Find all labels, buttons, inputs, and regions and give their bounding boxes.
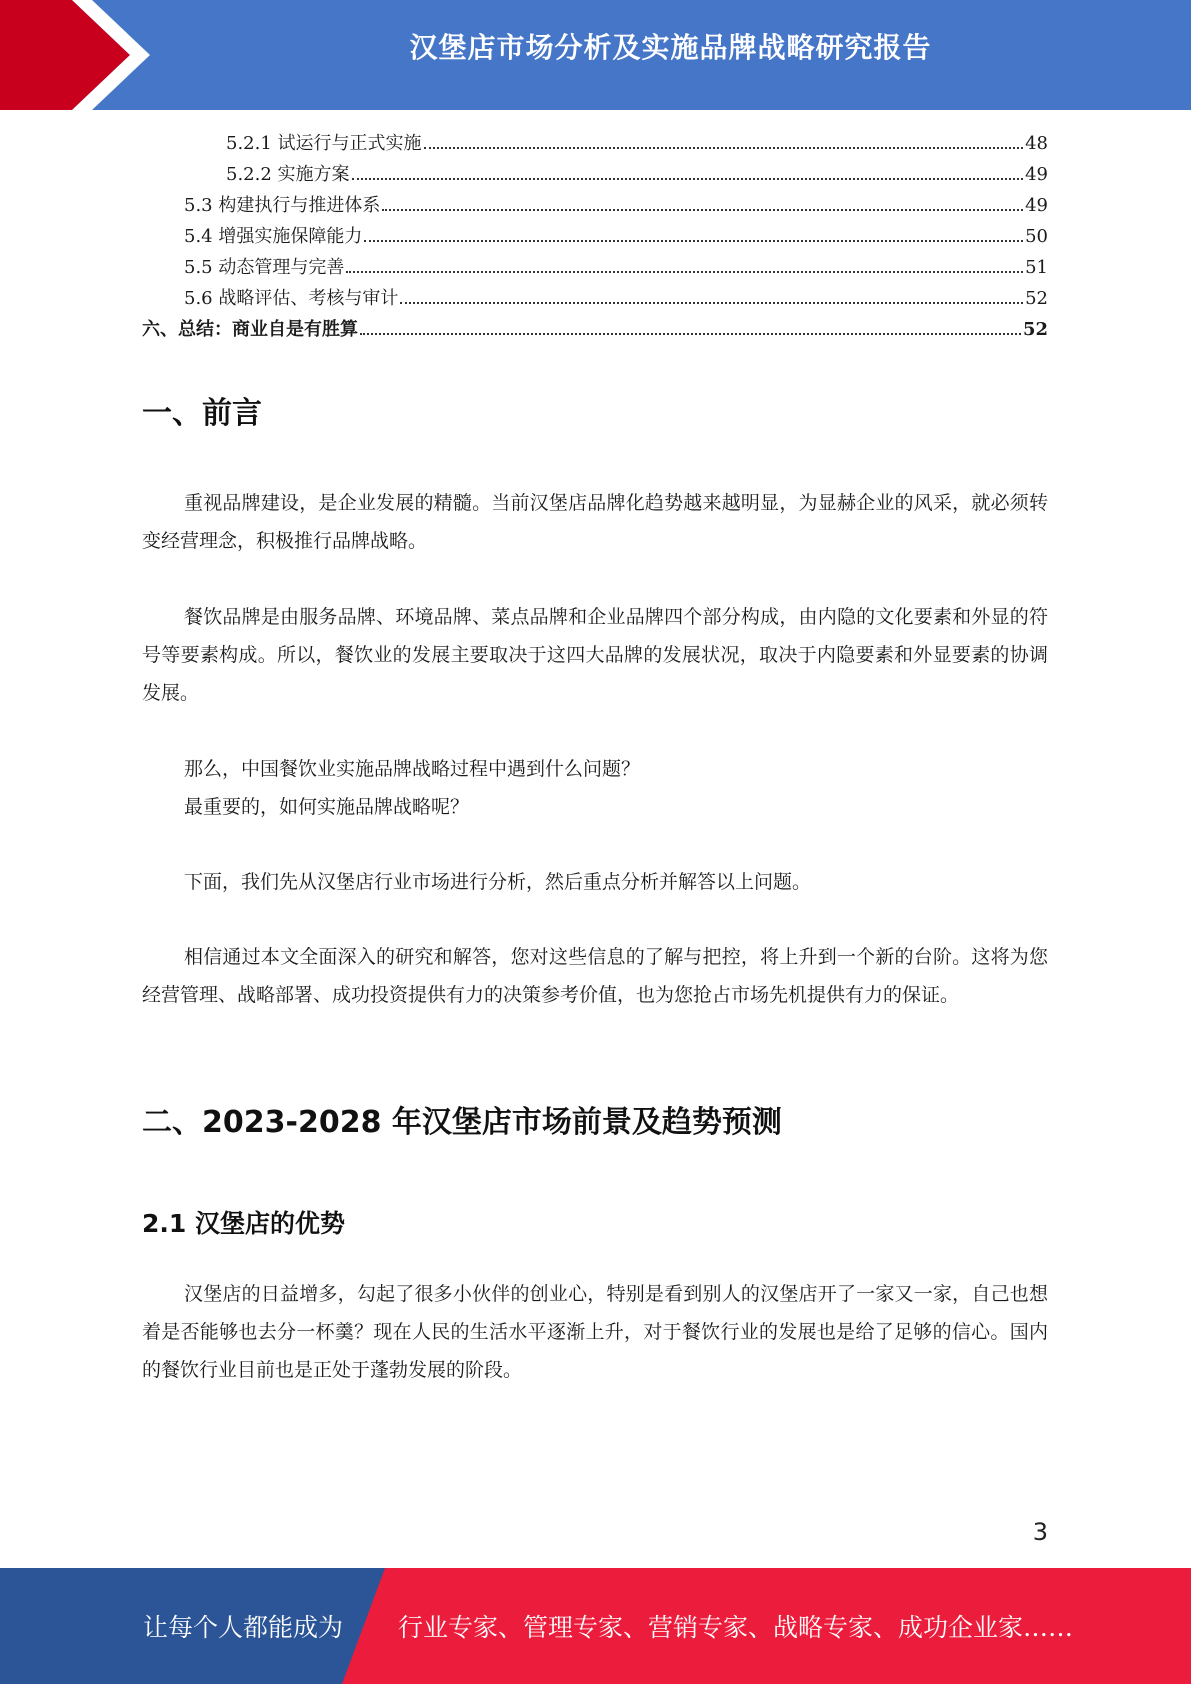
page-header bbox=[0, 0, 1191, 110]
table-of-contents bbox=[142, 128, 1048, 345]
toc-row[interactable] bbox=[142, 159, 1048, 190]
toc-label: 5.3 构建执行与推进体系 bbox=[184, 195, 381, 216]
section-heading-preface: 一、前言 bbox=[142, 396, 262, 431]
footer-slogan-right: 行业专家、管理专家、营销专家、战略专家、成功企业家…… bbox=[398, 1613, 1074, 1642]
toc-page: 49 bbox=[1025, 195, 1048, 216]
toc-page: 52 bbox=[1022, 319, 1048, 340]
toc-row[interactable] bbox=[142, 221, 1048, 252]
toc-page: 48 bbox=[1025, 133, 1048, 154]
section-heading-forecast: 二、2023-2028 年汉堡店市场前景及趋势预测 bbox=[142, 1105, 782, 1140]
toc-leader-dots bbox=[424, 147, 1024, 149]
footer-slogan-left: 让每个人都能成为 bbox=[143, 1613, 344, 1642]
toc-page: 52 bbox=[1025, 288, 1048, 309]
toc-row[interactable] bbox=[142, 190, 1048, 221]
paragraph: 餐饮品牌是由服务品牌、环境品牌、菜点品牌和企业品牌四个部分构成，由内隐的文化要素和外显的符号等要素构成。所以，餐饮业的发展主要取决于这四大品牌的发展状况，取决于内隐要素和外显要素的协调发展。 bbox=[142, 606, 1048, 704]
question-line: 最重要的，如何实施品牌战略呢？ bbox=[184, 796, 470, 818]
toc-leader-dots bbox=[400, 302, 1023, 304]
toc-label: 5.6 战略评估、考核与审计 bbox=[184, 288, 399, 309]
toc-leader-dots bbox=[352, 178, 1024, 180]
subsection-heading: 2.1 汉堡店的优势 bbox=[142, 1209, 345, 1238]
toc-row[interactable] bbox=[142, 252, 1048, 283]
toc-label: 5.2.1 试运行与正式实施 bbox=[226, 133, 422, 154]
toc-leader-dots bbox=[360, 333, 1021, 335]
header-arrow-decoration bbox=[0, 0, 150, 110]
toc-row[interactable] bbox=[142, 128, 1048, 159]
toc-row[interactable] bbox=[142, 283, 1048, 314]
paragraph: 相信通过本文全面深入的研究和解答，您对这些信息的了解与把控，将上升到一个新的台阶。这将为您经营管理、战略部署、成功投资提供有力的决策参考价值，也为您抢占市场先机提供有力的保证。 bbox=[142, 946, 1048, 1006]
page-footer bbox=[0, 1568, 1191, 1684]
paragraph: 汉堡店的日益增多，勾起了很多小伙伴的创业心，特别是看到别人的汉堡店开了一家又一家，自己也想着是否能够也去分一杯羹？现在人民的生活水平逐渐上升，对于餐饮行业的发展也是给了足够的信心。国内的餐饮行业目前也是正处于蓬勃发展的阶段。 bbox=[142, 1283, 1048, 1381]
header-title: 汉堡店市场分析及实施品牌战略研究报告 bbox=[409, 31, 932, 64]
page-number: 3 bbox=[1032, 1518, 1048, 1546]
toc-row[interactable] bbox=[142, 314, 1048, 345]
paragraph: 重视品牌建设，是企业发展的精髓。当前汉堡店品牌化趋势越来越明显，为显赫企业的风采，就必须转变经营理念，积极推行品牌战略。 bbox=[142, 492, 1048, 552]
toc-leader-dots bbox=[346, 271, 1023, 273]
toc-page: 50 bbox=[1025, 226, 1048, 247]
toc-label: 六、总结：商业自是有胜算 bbox=[142, 319, 358, 340]
toc-page: 51 bbox=[1025, 257, 1048, 278]
paragraph: 下面，我们先从汉堡店行业市场进行分析，然后重点分析并解答以上问题。 bbox=[184, 871, 812, 893]
toc-leader-dots bbox=[382, 209, 1023, 211]
toc-leader-dots bbox=[364, 240, 1023, 242]
question-line: 那么，中国餐饮业实施品牌战略过程中遇到什么问题？ bbox=[184, 758, 641, 780]
toc-page: 49 bbox=[1025, 164, 1048, 185]
toc-label: 5.5 动态管理与完善 bbox=[184, 257, 345, 278]
toc-label: 5.4 增强实施保障能力 bbox=[184, 226, 363, 247]
toc-label: 5.2.2 实施方案 bbox=[226, 164, 350, 185]
